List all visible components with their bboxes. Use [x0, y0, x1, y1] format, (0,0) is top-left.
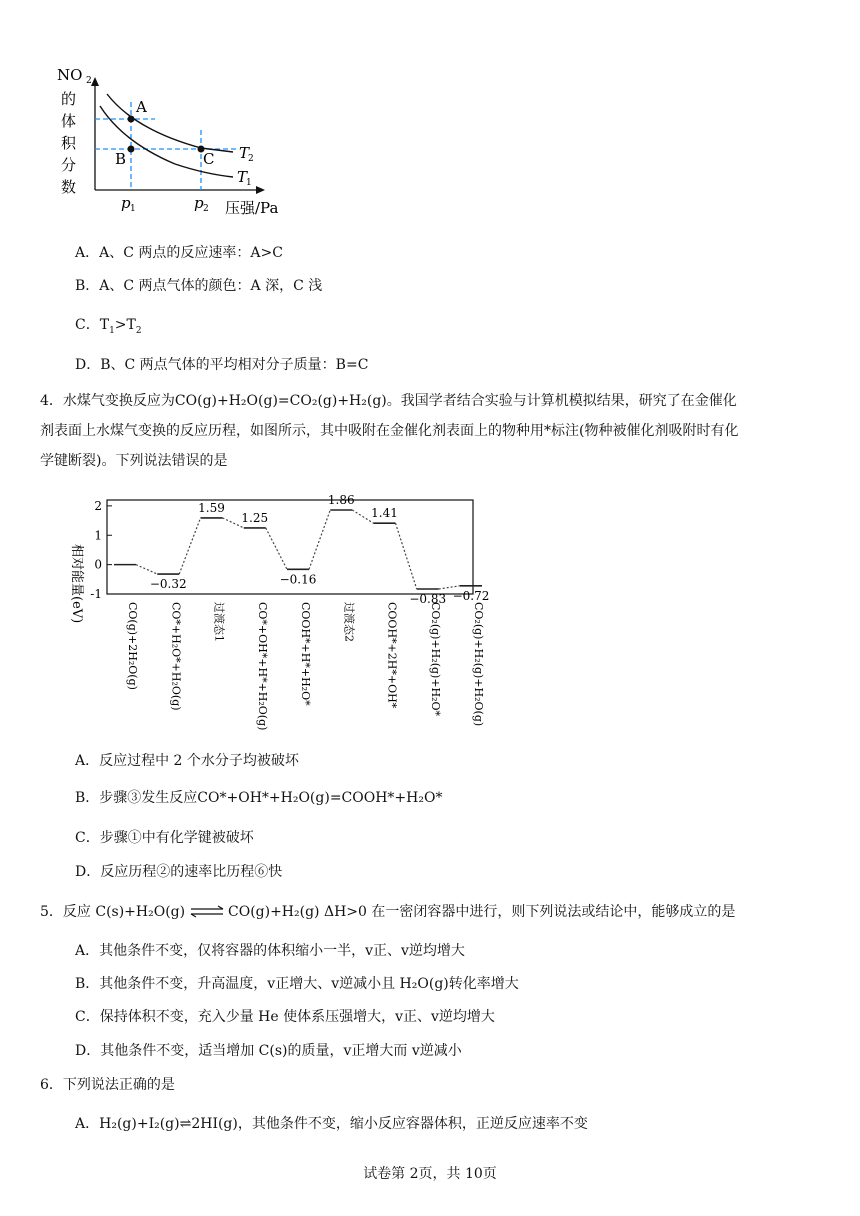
- energy-value-label: 1.86: [327, 492, 355, 507]
- q4-number: 4．水煤气变换反应为: [40, 393, 175, 409]
- q5-option-a: A．其他条件不变，仅将容器的体积缩小一半，v正、v逆均增大: [75, 943, 465, 959]
- q4-stem: [40, 386, 830, 476]
- y-tick-label: 2: [94, 498, 102, 513]
- energy-connector-2: [179, 518, 200, 574]
- q5-stem-b: CO(g)+H₂(g) ΔH>0 在一密闭容器中进行，则下列说法或结论中，能够成立的是: [228, 904, 736, 920]
- curve-t1-sub: 1: [246, 178, 252, 188]
- q6-stem: 6．下列说法正确的是: [40, 1077, 175, 1093]
- state-label-1: CO(g)+2H₂O(g): [126, 602, 139, 690]
- state-label-5: COOH*+H*+H₂O*: [299, 602, 312, 706]
- q6-option-a: [75, 1113, 588, 1133]
- state-label-7: COOH*+2H*+OH*: [385, 602, 399, 709]
- state-label-9: CO₂(g)+H₂(g)+H₂O(g): [472, 602, 485, 727]
- q5-stem: [40, 901, 735, 921]
- q3-option-a: A．A、C 两点的反应速率：A>C: [75, 245, 283, 261]
- energy-value-label: 1.59: [198, 500, 225, 515]
- q5-option-d: D．其他条件不变，适当增加 C(s)的质量，v正增大而 v逆减小: [75, 1043, 462, 1059]
- q6-option-a-text: ，其他条件不变，缩小反应容器体积，正逆反应速率不变: [237, 1116, 588, 1132]
- no2-pressure-graph: [55, 60, 295, 220]
- q4-equation: CO(g)+H₂O(g)=CO₂(g)+H₂(g): [174, 393, 387, 409]
- y-axis-char-4: 分: [61, 156, 77, 174]
- energy-value-label: −0.72: [452, 588, 490, 603]
- y-tick-label: 0: [94, 557, 102, 572]
- q4-option-b-equation: CO*+OH*+H₂O(g)=COOH*+H₂O*: [197, 790, 443, 806]
- curve-t2: [107, 94, 233, 152]
- reversible-arrow-icon: [190, 906, 224, 918]
- state-label-2: CO*+H₂O*+H₂O(g): [169, 602, 183, 711]
- q3-option-c: C．$T_1>T_2$: [75, 317, 142, 336]
- energy-value-label: 1.25: [241, 510, 269, 525]
- y-axis-label-no: NO: [57, 66, 83, 84]
- q5-option-c: C．保持体积不变，充入少量 He 使体系压强增大，v正、v逆均增大: [75, 1009, 495, 1025]
- p2-label: p: [194, 194, 204, 212]
- q4-option-d: D．反应历程②的速率比历程⑥快: [75, 864, 283, 880]
- state-label-3: 过渡态1: [212, 602, 226, 642]
- y-axis-arrow: [91, 77, 99, 86]
- energy-connector-7: [396, 523, 417, 589]
- energy-value-label: −0.83: [409, 592, 447, 607]
- q3-option-c-prefix: C．: [75, 317, 100, 333]
- y-axis-char-2: 体: [61, 112, 77, 130]
- q3-option-b: B．A、C 两点气体的颜色：A 深，C 浅: [75, 278, 323, 294]
- q5-stem-a: 5．反应 C(s)+H₂O(g): [40, 904, 186, 920]
- curve-t2-label: T: [239, 144, 250, 162]
- point-c-label: C: [203, 150, 215, 168]
- x-axis-arrow: [256, 186, 265, 194]
- q3-option-d: D．B、C 两点气体的平均相对分子质量：B=C: [75, 357, 369, 373]
- q4-option-c: C．步骤①中有化学键被破坏: [75, 830, 254, 846]
- energy-profile-chart: [55, 492, 490, 739]
- state-label-4: CO*+OH*+H*+H₂O(g): [255, 602, 269, 731]
- y-axis-label-sub: 2: [86, 76, 92, 86]
- p1-sub: 1: [130, 204, 136, 214]
- state-label-8: CO₂(g)+H₂(g)+H₂O*: [428, 602, 442, 717]
- curve-t1-label: T: [237, 168, 248, 186]
- y-tick-label: -1: [90, 587, 102, 601]
- page-footer: 试卷第 2页，共 10页: [363, 1166, 497, 1182]
- q4-option-a: A．反应过程中 2 个水分子均被破坏: [75, 753, 299, 769]
- q4-option-b: [75, 787, 442, 807]
- energy-value-label: 1.41: [371, 506, 398, 521]
- y-axis-char-5: 数: [61, 178, 77, 196]
- point-b-label: B: [115, 150, 127, 168]
- q6-option-a-equation: H₂(g)+I₂(g)⇌2HI(g): [99, 1116, 238, 1132]
- energy-connector-1: [136, 565, 157, 574]
- p1-label: p: [121, 194, 131, 212]
- y-axis-char-3: 积: [61, 134, 77, 152]
- p2-sub: 2: [203, 204, 209, 214]
- y-axis-char-1: 的: [61, 90, 77, 108]
- chart-y-label: 相对能量(eV): [69, 544, 84, 624]
- point-a-marker: [128, 116, 135, 123]
- energy-connector-4: [266, 528, 287, 569]
- energy-value-label: −0.32: [149, 577, 187, 592]
- y-tick-label: 1: [94, 528, 102, 543]
- q4-text-1: 。我国学者结合实验与计算机模拟结果，研究了在金催化: [386, 393, 737, 409]
- curve-t2-sub: 2: [248, 154, 254, 164]
- energy-value-label: −0.16: [279, 572, 317, 587]
- q5-option-b: B．其他条件不变，升高温度，v正增大、v逆减小且 H₂O(g)转化率增大: [75, 976, 519, 992]
- q4-text-2: 剂表面上水煤气变换的反应历程，如图所示，其中吸附在金催化剂表面上的物种用*标注(物种被催化剂吸附时有化: [40, 423, 739, 439]
- point-a-label: A: [136, 98, 147, 116]
- q4-text-3: 学键断裂)。下列说法错误的是: [40, 453, 228, 469]
- q4-option-b-prefix: B．步骤③发生反应: [75, 790, 198, 806]
- q6-option-a-prefix: A．: [75, 1116, 100, 1132]
- energy-connector-5: [309, 510, 330, 569]
- point-b-marker: [128, 146, 135, 153]
- state-label-6: 过渡态2: [342, 602, 356, 642]
- x-axis-label: 压强/Pa: [225, 199, 279, 217]
